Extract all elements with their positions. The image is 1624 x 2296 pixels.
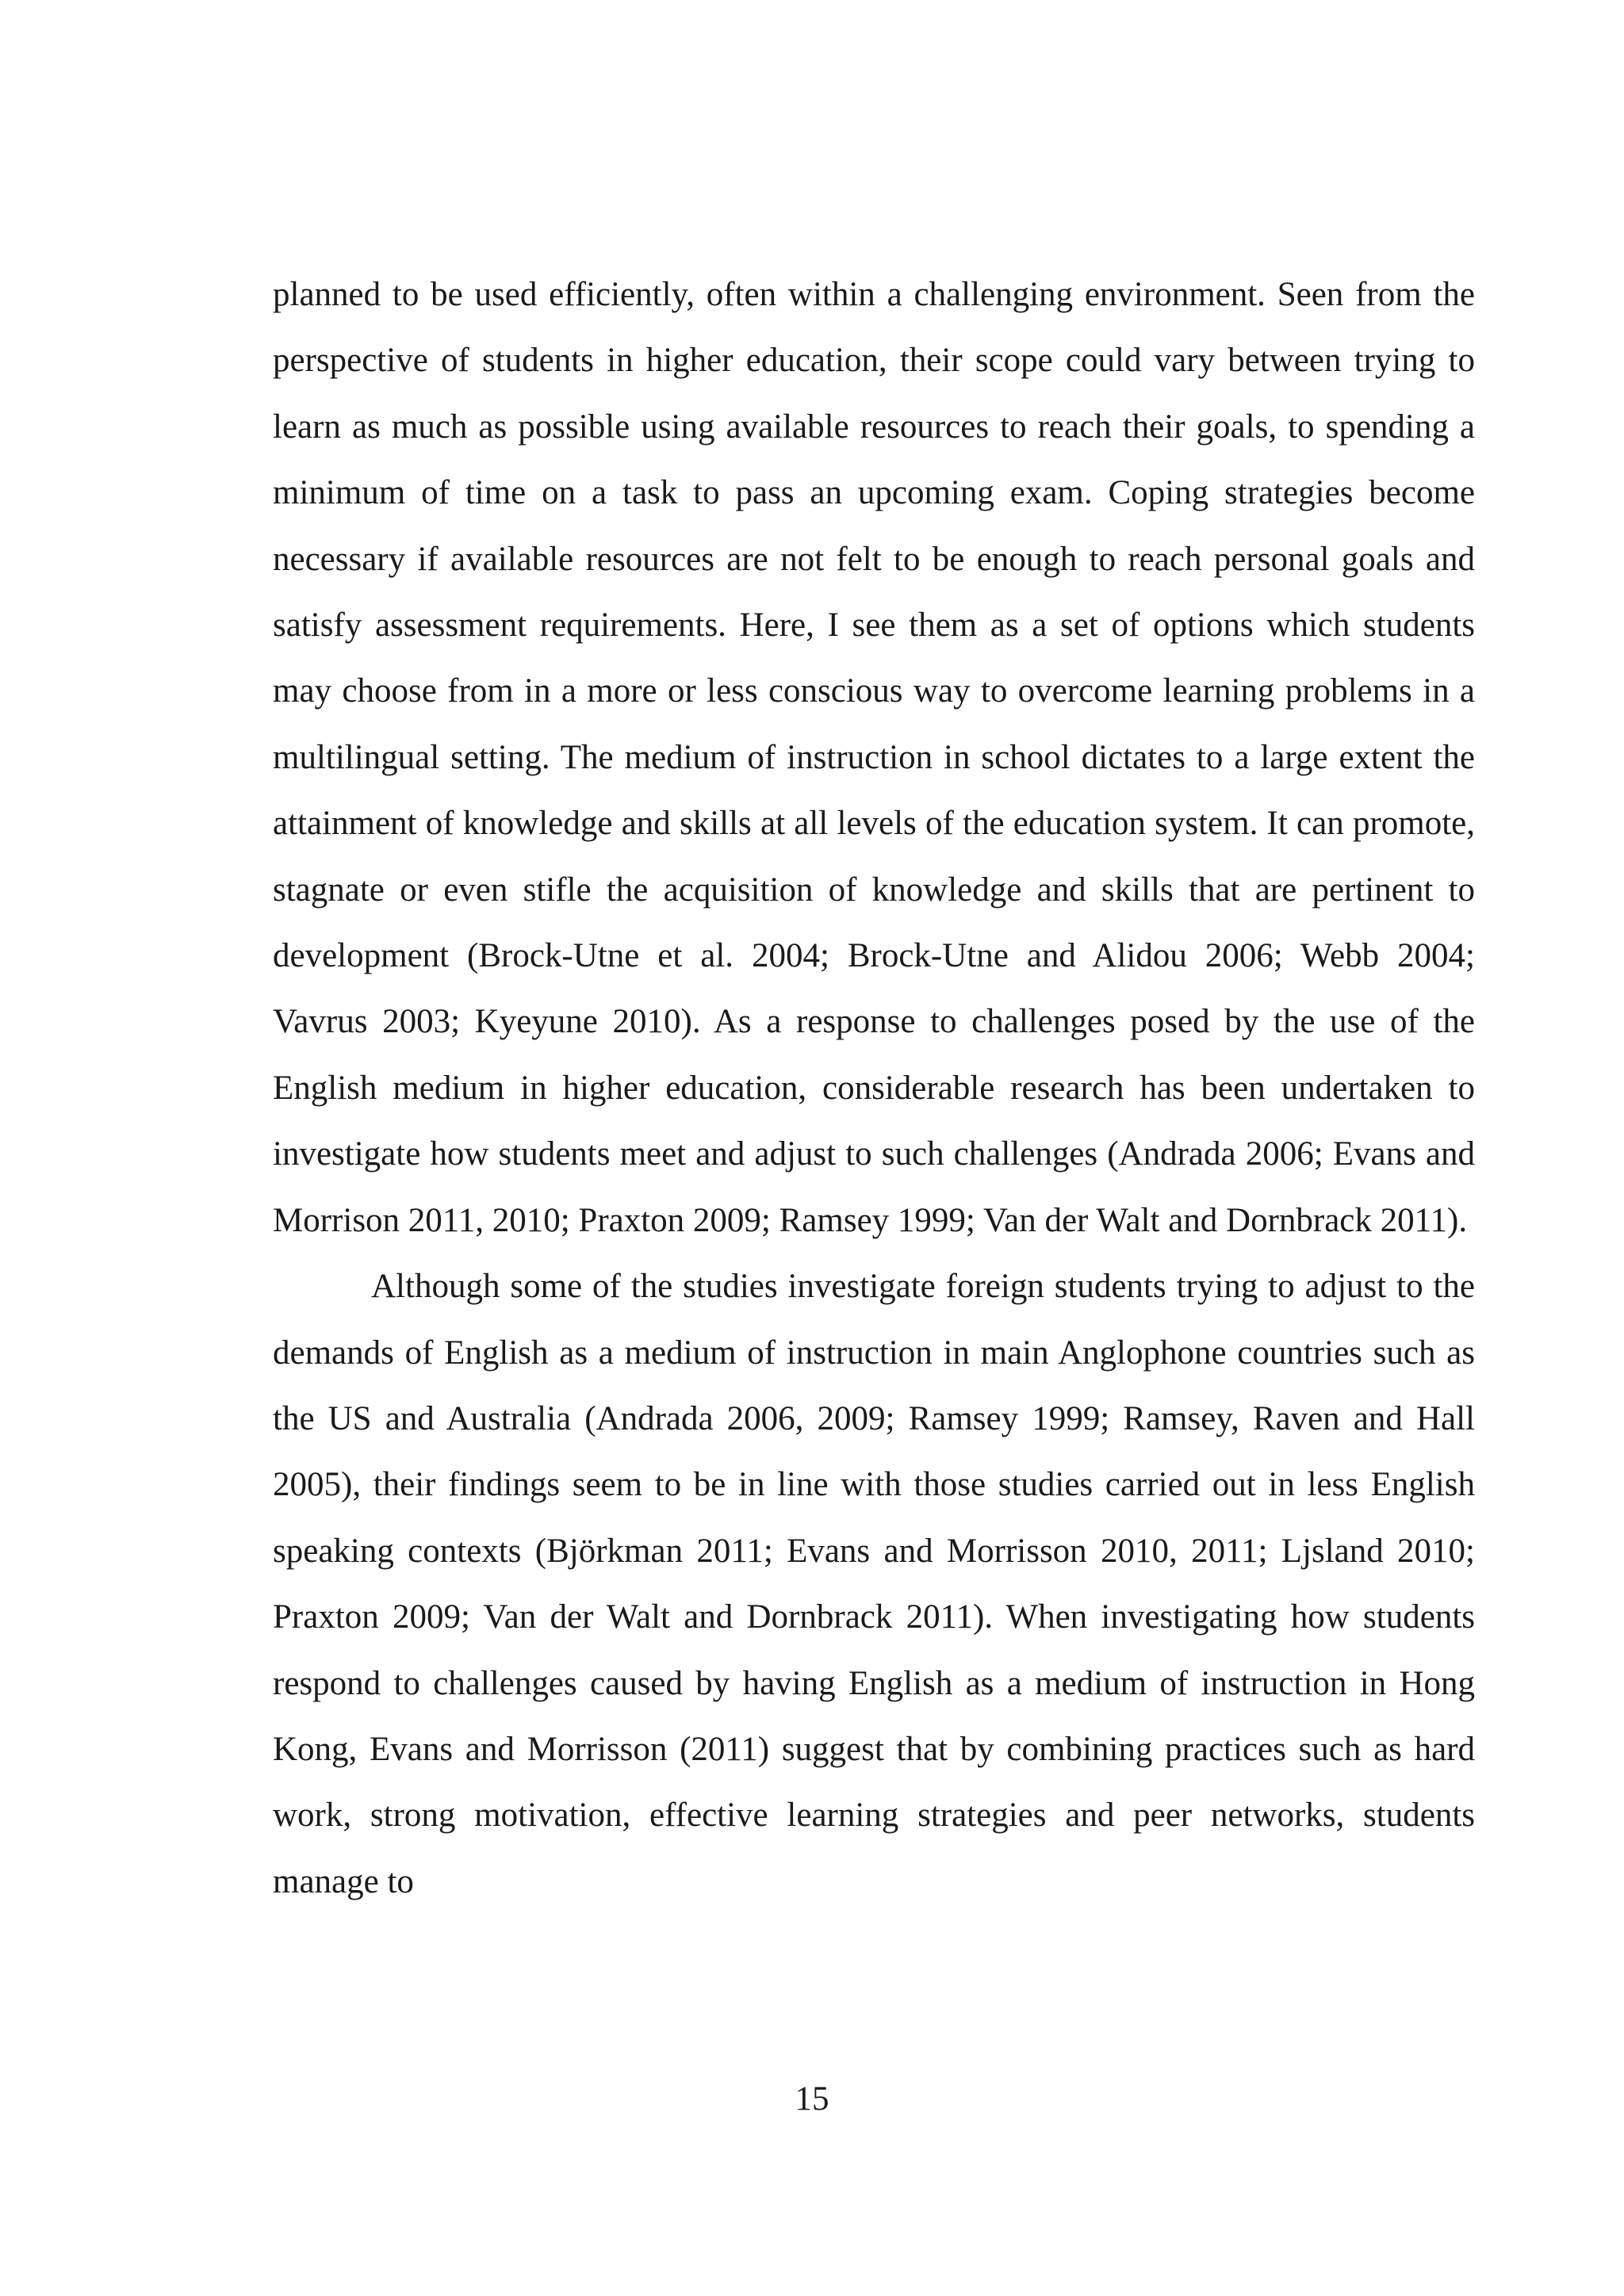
body-text — [273, 262, 1475, 1915]
paragraph-continued: planned to be used efficiently, often within a challenging environment. Seen from the perspective of students in higher education, their scope could vary between trying to learn as much as possible using available resources to reach their goals, to spending a minimum of time on a task to pass an upcoming exam. Coping strategies become necessary if available resources are not felt to be enough to reach personal goals and satisfy assessment requirements. Here, I see them as a set of options which students may choose from in a more or less conscious way to overcome learning problems in a multilingual setting. The medium of instruction in school dictates to a large extent the attainment of knowledge and skills at all levels of the education system. It can promote, stagnate or even stifle the acquisition of knowledge and skills that are pertinent to development (Brock-Utne et al. 2004; Brock-Utne and Alidou 2006; Webb 2004; Vavrus 2003; Kyeyune 2010). As a response to challenges posed by the use of the English medium in higher education, considerable research has been undertaken to investigate how students meet and adjust to such challenges (Andrada 2006; Evans and Morrison 2011, 2010; Praxton 2009; Ramsey 1999; Van der Walt and Dornbrack 2011). — [273, 276, 1475, 1239]
paragraph: Although some of the studies investigate foreign students trying to adjust to the demands of English as a medium of instruction in main Anglophone countries such as the US and Australia (Andrada 2006, 2009; Ramsey 1999; Ramsey, Raven and Hall 2005), their findings seem to be in line with those studies carried out in less English speaking contexts (Björkman 2011; Evans and Morrisson 2010, 2011; Ljsland 2010; Praxton 2009; Van der Walt and Dornbrack 2011). When investigating how students respond to challenges caused by having English as a medium of instruction in Hong Kong, Evans and Morrisson (2011) suggest that by combining practices such as hard work, strong motivation, effective learning strategies and peer networks, students manage to — [273, 1268, 1475, 1900]
page-number: 15 — [795, 2080, 829, 2118]
